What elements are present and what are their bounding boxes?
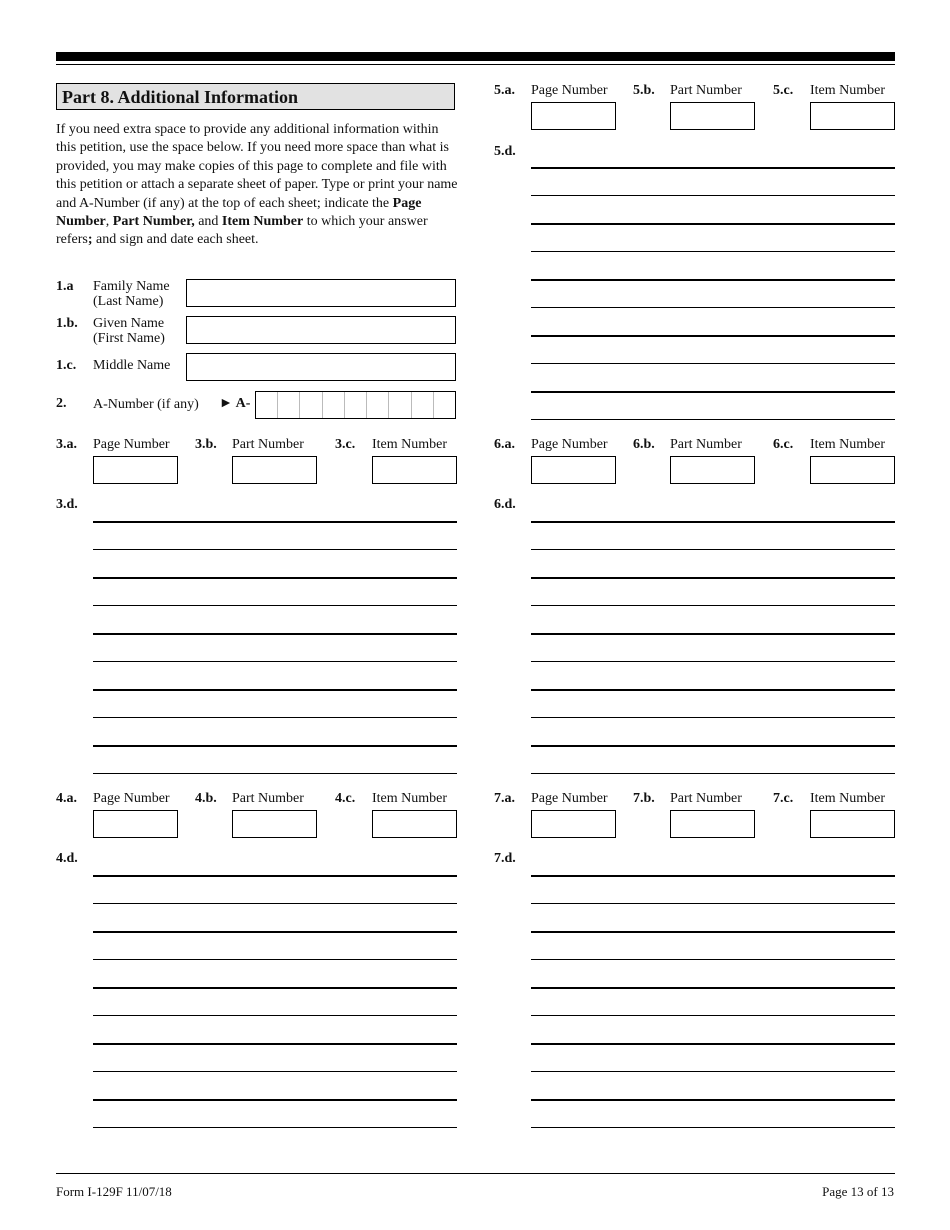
item-3c-item-number-input[interactable] (372, 456, 457, 484)
page-number: Page 13 of 13 (822, 1184, 894, 1199)
item-5d-number: 5.d. (494, 144, 516, 159)
answer-line[interactable] (531, 689, 895, 691)
item-7c-item-number-input[interactable] (810, 810, 895, 838)
answer-line[interactable] (531, 279, 895, 281)
item-7b-part-number-input[interactable] (670, 810, 755, 838)
answer-line[interactable] (531, 521, 895, 523)
item-6a-label: Page Number (531, 437, 608, 452)
answer-line[interactable] (93, 959, 457, 960)
form-id: Form I-129F 11/07/18 (56, 1184, 172, 1199)
item-4a-number: 4.a. (56, 791, 77, 806)
answer-line[interactable] (531, 577, 895, 579)
answer-line[interactable] (93, 521, 457, 523)
item-3b-label: Part Number (232, 437, 304, 452)
answer-line[interactable] (93, 931, 457, 933)
answer-line[interactable] (531, 773, 895, 774)
answer-line[interactable] (93, 577, 457, 579)
item-3c-number: 3.c. (335, 437, 356, 452)
intro-text-3: and (194, 214, 222, 230)
answer-line[interactable] (93, 875, 457, 877)
answer-line[interactable] (531, 195, 895, 196)
answer-line[interactable] (531, 661, 895, 662)
item-5b-number: 5.b. (633, 83, 655, 98)
given-name-label-line2: (First Name) (93, 331, 165, 346)
item-3c-label: Item Number (372, 437, 448, 452)
item-1c-number: 1.c. (56, 358, 77, 373)
answer-line[interactable] (93, 903, 457, 904)
a-number-prefix: ► A- (219, 396, 251, 411)
item-7c-number: 7.c. (773, 791, 794, 806)
item-5c-item-number-input[interactable] (810, 102, 895, 130)
item-7b-number: 7.b. (633, 791, 655, 806)
item-5b-label: Part Number (670, 83, 742, 98)
footer-line (56, 1173, 895, 1174)
instructions-paragraph (56, 121, 461, 250)
item-4b-label: Part Number (232, 791, 304, 806)
answer-line[interactable] (93, 633, 457, 635)
item-5b-part-number-input[interactable] (670, 102, 755, 130)
answer-line[interactable] (93, 1071, 457, 1072)
item-5c-label: Item Number (810, 83, 886, 98)
intro-text-1: If you need extra space to provide any additional information within this petition, use the space below. If you need more space than what is provided, you may make copies of this page to complete and file with this petition or attach a separate sheet of paper. Type or print your name and A-Number (if any) at the top of each sheet; indicate the (56, 122, 458, 211)
given-name-label-line1: Given Name (93, 316, 165, 331)
answer-line[interactable] (93, 1127, 457, 1128)
answer-line[interactable] (531, 1099, 895, 1101)
item-3a-label: Page Number (93, 437, 170, 452)
answer-line[interactable] (531, 363, 895, 364)
item-4b-number: 4.b. (195, 791, 217, 806)
answer-line[interactable] (531, 251, 895, 252)
intro-bold-semicolon: ; (87, 232, 93, 248)
item-2-number: 2. (56, 396, 67, 411)
given-name-label (93, 316, 165, 346)
item-7b-label: Part Number (670, 791, 742, 806)
top-line (56, 64, 895, 65)
answer-line[interactable] (531, 1127, 895, 1128)
item-4c-number: 4.c. (335, 791, 356, 806)
answer-line[interactable] (93, 661, 457, 662)
family-name-input[interactable] (186, 279, 456, 307)
intro-bold-part-number: Part Number, (112, 214, 195, 230)
item-6a-number: 6.a. (494, 437, 515, 452)
part-title: Part 8. Additional Information (62, 87, 299, 107)
item-7c-label: Item Number (810, 791, 886, 806)
answer-line[interactable] (93, 745, 457, 747)
item-7a-page-number-input[interactable] (531, 810, 616, 838)
answer-line[interactable] (531, 987, 895, 989)
item-5a-page-number-input[interactable] (531, 102, 616, 130)
intro-text-5: and sign and date each sheet. (92, 232, 259, 248)
answer-line[interactable] (93, 717, 457, 718)
answer-line[interactable] (531, 335, 895, 337)
item-4b-part-number-input[interactable] (232, 810, 317, 838)
item-6d-number: 6.d. (494, 497, 516, 512)
item-6b-label: Part Number (670, 437, 742, 452)
answer-line[interactable] (531, 633, 895, 635)
item-3a-page-number-input[interactable] (93, 456, 178, 484)
answer-line[interactable] (93, 1099, 457, 1101)
item-4a-label: Page Number (93, 791, 170, 806)
item-3d-number: 3.d. (56, 497, 78, 512)
answer-line[interactable] (531, 605, 895, 606)
answer-line[interactable] (531, 903, 895, 904)
item-3b-number: 3.b. (195, 437, 217, 452)
answer-line[interactable] (531, 223, 895, 225)
answer-line[interactable] (531, 931, 895, 933)
intro-bold-item-number: Item Number (221, 214, 304, 230)
answer-line[interactable] (531, 1015, 895, 1016)
item-6b-part-number-input[interactable] (670, 456, 755, 484)
item-4d-number: 4.d. (56, 851, 78, 866)
a-number-label: A-Number (if any) (93, 397, 199, 412)
middle-name-input[interactable] (186, 353, 456, 381)
item-7a-number: 7.a. (494, 791, 515, 806)
answer-line[interactable] (93, 1043, 457, 1045)
answer-line[interactable] (531, 391, 895, 393)
intro-text-2: , (105, 214, 113, 230)
given-name-input[interactable] (186, 316, 456, 344)
item-6c-label: Item Number (810, 437, 886, 452)
item-7d-number: 7.d. (494, 851, 516, 866)
item-3b-part-number-input[interactable] (232, 456, 317, 484)
item-5c-number: 5.c. (773, 83, 794, 98)
item-4c-label: Item Number (372, 791, 448, 806)
top-bar (56, 52, 895, 61)
answer-line[interactable] (93, 689, 457, 691)
answer-line[interactable] (93, 1015, 457, 1016)
answer-line[interactable] (531, 959, 895, 960)
answer-line[interactable] (93, 549, 457, 550)
part-8-header (56, 83, 455, 110)
family-name-label (93, 279, 170, 309)
answer-line[interactable] (93, 773, 457, 774)
family-name-label-line2: (Last Name) (93, 294, 164, 309)
item-6c-item-number-input[interactable] (810, 456, 895, 484)
answer-line[interactable] (531, 1043, 895, 1045)
item-5a-label: Page Number (531, 83, 608, 98)
item-6b-number: 6.b. (633, 437, 655, 452)
answer-line[interactable] (531, 745, 895, 747)
answer-line[interactable] (93, 987, 457, 989)
answer-line[interactable] (531, 717, 895, 718)
answer-line[interactable] (531, 875, 895, 877)
item-4c-item-number-input[interactable] (372, 810, 457, 838)
intro-text-4: to which your answer refers (56, 214, 428, 248)
intro-bold-page-number: Page Number (56, 195, 422, 230)
item-5a-number: 5.a. (494, 83, 515, 98)
answer-line[interactable] (531, 419, 895, 420)
answer-line[interactable] (531, 307, 895, 308)
middle-name-label: Middle Name (93, 358, 171, 373)
answer-line[interactable] (531, 1071, 895, 1072)
item-1a-number: 1.a (56, 279, 74, 294)
item-6c-number: 6.c. (773, 437, 794, 452)
item-3a-number: 3.a. (56, 437, 77, 452)
answer-line[interactable] (531, 167, 895, 169)
a-number-input[interactable] (255, 391, 456, 419)
answer-line[interactable] (531, 549, 895, 550)
family-name-label-line1: Family Name (93, 279, 170, 294)
answer-line[interactable] (93, 605, 457, 606)
item-7a-label: Page Number (531, 791, 608, 806)
item-6a-page-number-input[interactable] (531, 456, 616, 484)
item-1b-number: 1.b. (56, 316, 78, 331)
item-4a-page-number-input[interactable] (93, 810, 178, 838)
